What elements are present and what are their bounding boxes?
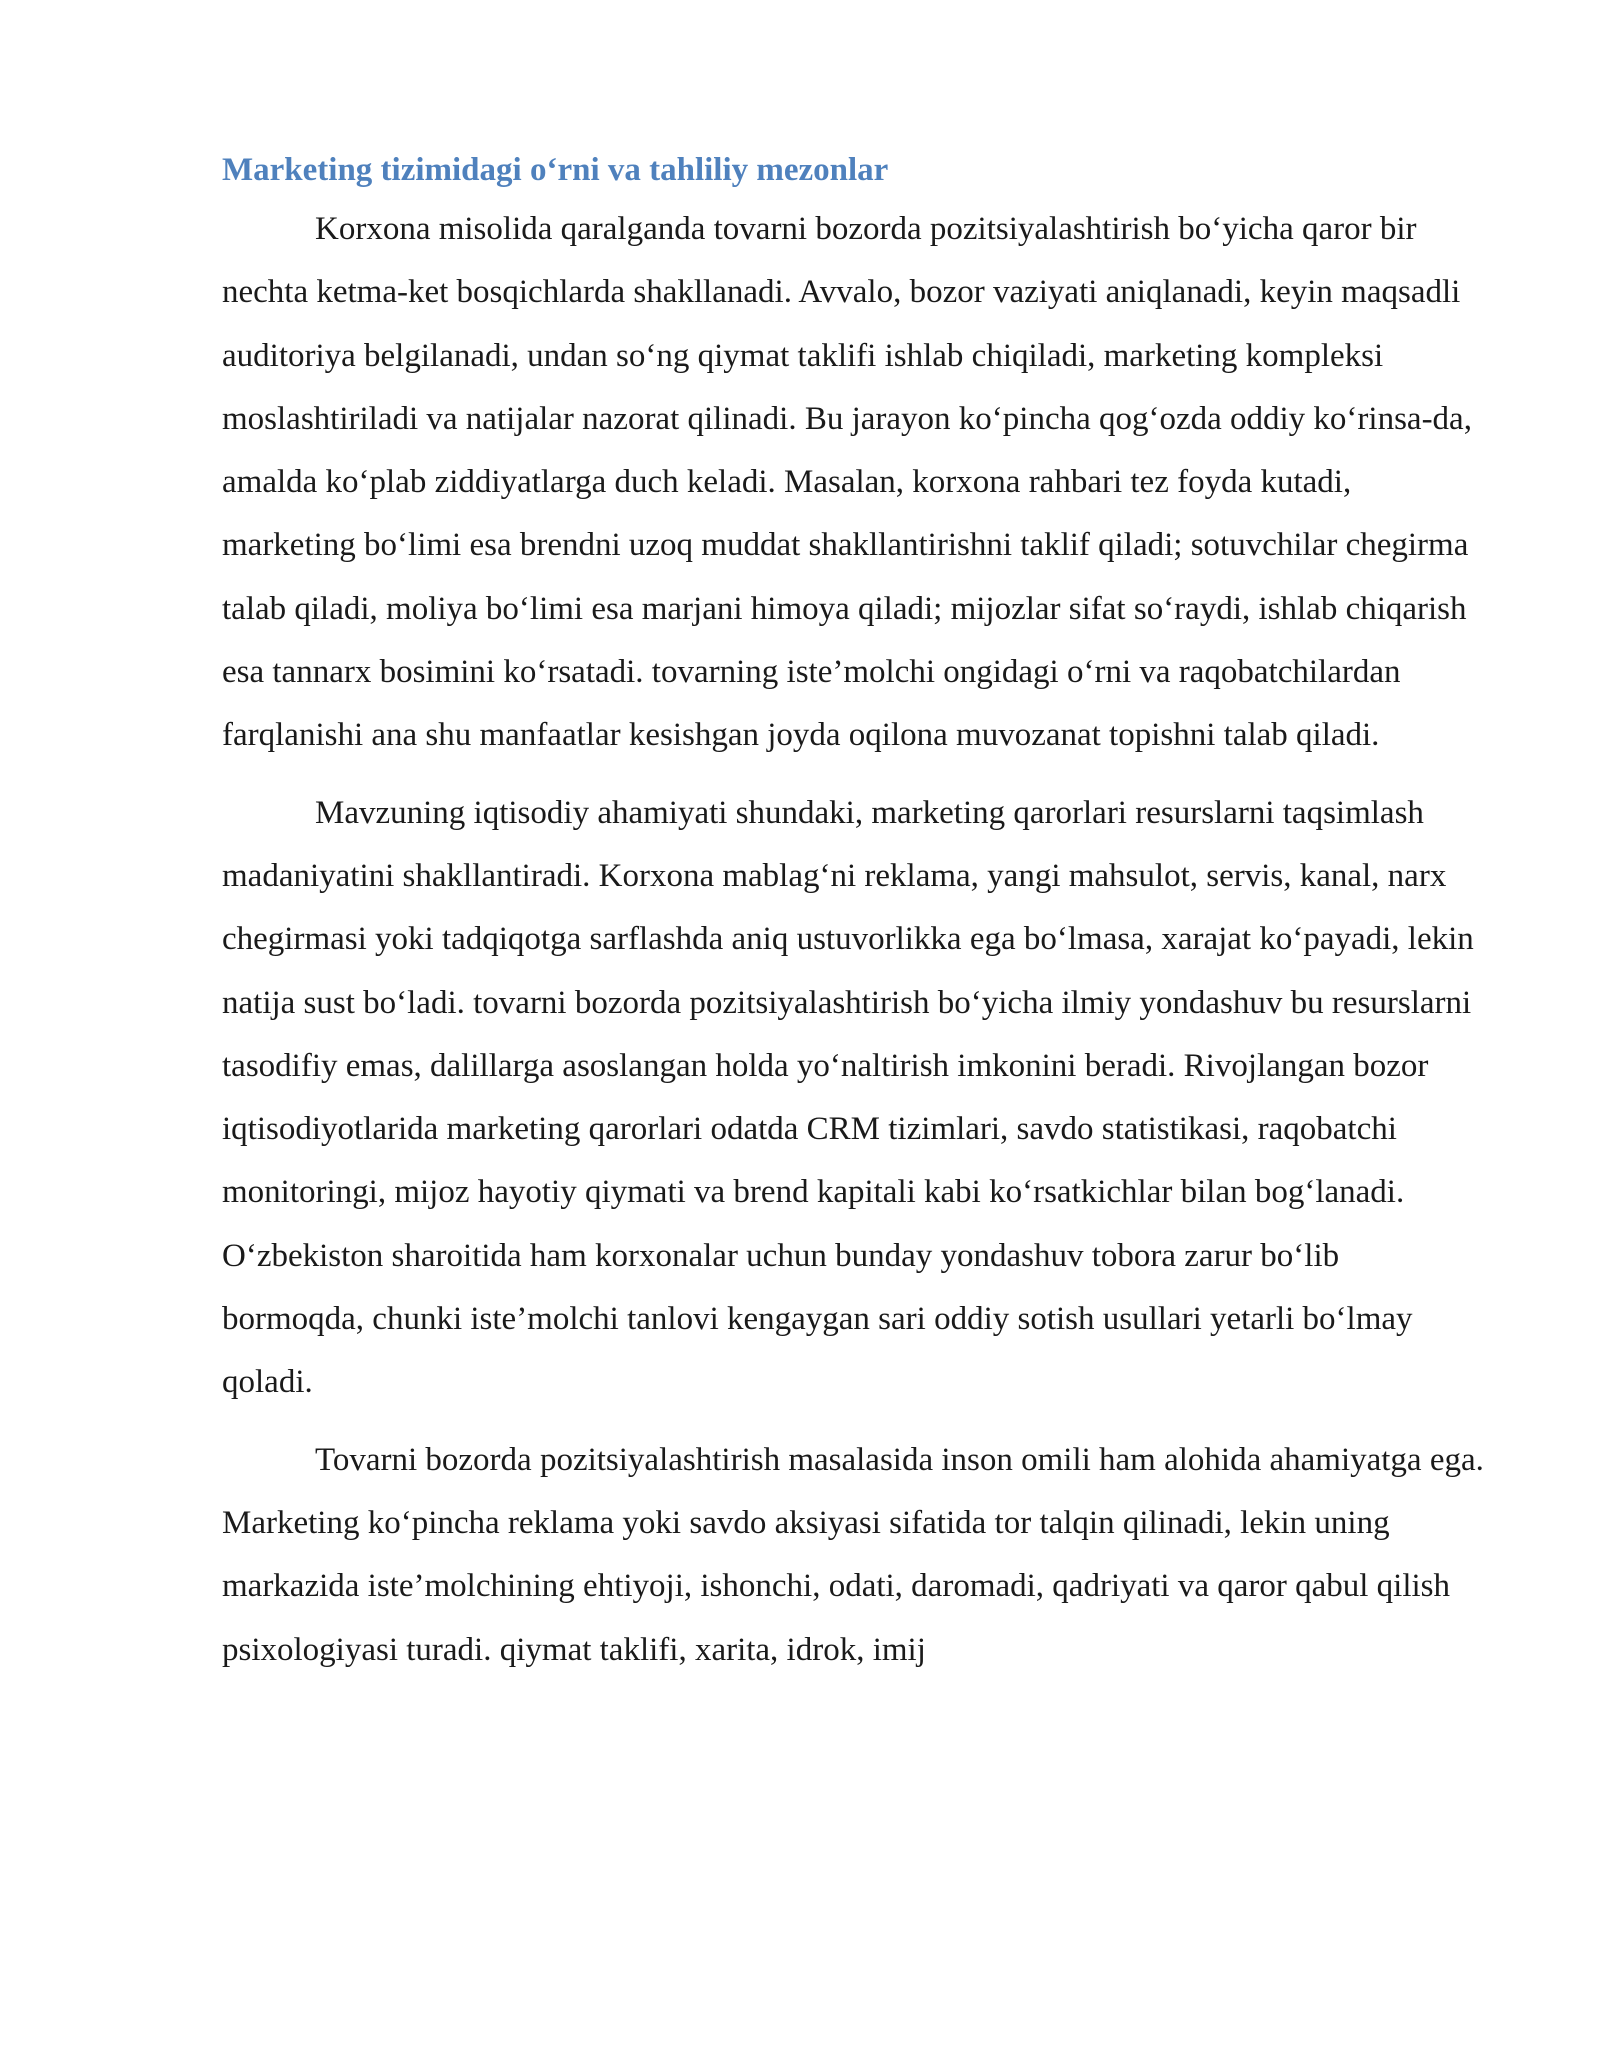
paragraph-3: Tovarni bozorda pozitsiyalashtirish masalasida inson omili ham alohida ahamiyatga ega. Marketing ko‘pincha reklama yoki savdo aksiyasi sifatida tor talqin qilinadi, lekin uning markazida iste’molchining ehtiyoji, ishonchi, odati, daromadi, qadriyati va qaror qabul qilish psixologiyasi turadi. qiymat taklifi, xarita, idrok, imij	[222, 1441, 1484, 1668]
document-body	[222, 146, 1487, 1696]
section-heading: Marketing tizimidagi o‘rni va tahliliy mezonlar	[222, 152, 889, 188]
paragraph-1: Korxona misolida qaralganda tovarni bozorda pozitsiyalashtirish bo‘yicha qaror bir nechta ketma-ket bosqichlarda shakllanadi. Avvalo, bozor vaziyati aniqlanadi, keyin maqsadli auditoriya belgilanadi, undan so‘ng qiymat taklifi ishlab chiqiladi, marketing kompleksi moslashtiriladi va natijalar nazorat qilinadi. Bu jarayon ko‘pincha qog‘ozda oddiy ko‘rinsa-da, amalda ko‘plab ziddiyatlarga duch keladi. Masalan, korxona rahbari tez foyda kutadi, marketing bo‘limi esa brendni uzoq muddat shakllantirishni taklif qiladi; sotuvchilar chegirma talab qiladi, moliya bo‘limi esa marjani himoya qiladi; mijozlar sifat so‘raydi, ishlab chiqarish esa tannarx bosimini ko‘rsatadi. tovarning iste’molchi ongidagi o‘rni va raqobatchilardan farqlanishi ana shu manfaatlar kesishgan joyda oqilona muvozanat topishni talab qiladi.	[222, 211, 1472, 754]
paragraph-2: Mavzuning iqtisodiy ahamiyati shundaki, marketing qarorlari resurslarni taqsimlash madaniyatini shakllantiradi. Korxona mablag‘ni reklama, yangi mahsulot, servis, kanal, narx chegirmasi yoki tadqiqotga sarflashda aniq ustuvorlikka ega bo‘lmasa, xarajat ko‘payadi, lekin natija sust bo‘ladi. tovarni bozorda pozitsiyalashtirish bo‘yicha ilmiy yondashuv bu resurslarni tasodifiy emas, dalillarga asoslangan holda yo‘naltirish imkonini beradi. Rivojlangan bozor iqtisodiyotlarida marketing qarorlari odatda CRM tizimlari, savdo statistikasi, raqobatchi monitoringi, mijoz hayotiy qiymati va brend kapitali kabi ko‘rsatkichlar bilan bog‘lanadi. O‘zbekiston sharoitida ham korxonalar uchun bunday yondashuv tobora zarur bo‘lib bormoqda, chunki iste’molchi tanlovi kengaygan sari oddiy sotish usullari yetarli bo‘lmay qoladi.	[222, 794, 1474, 1401]
